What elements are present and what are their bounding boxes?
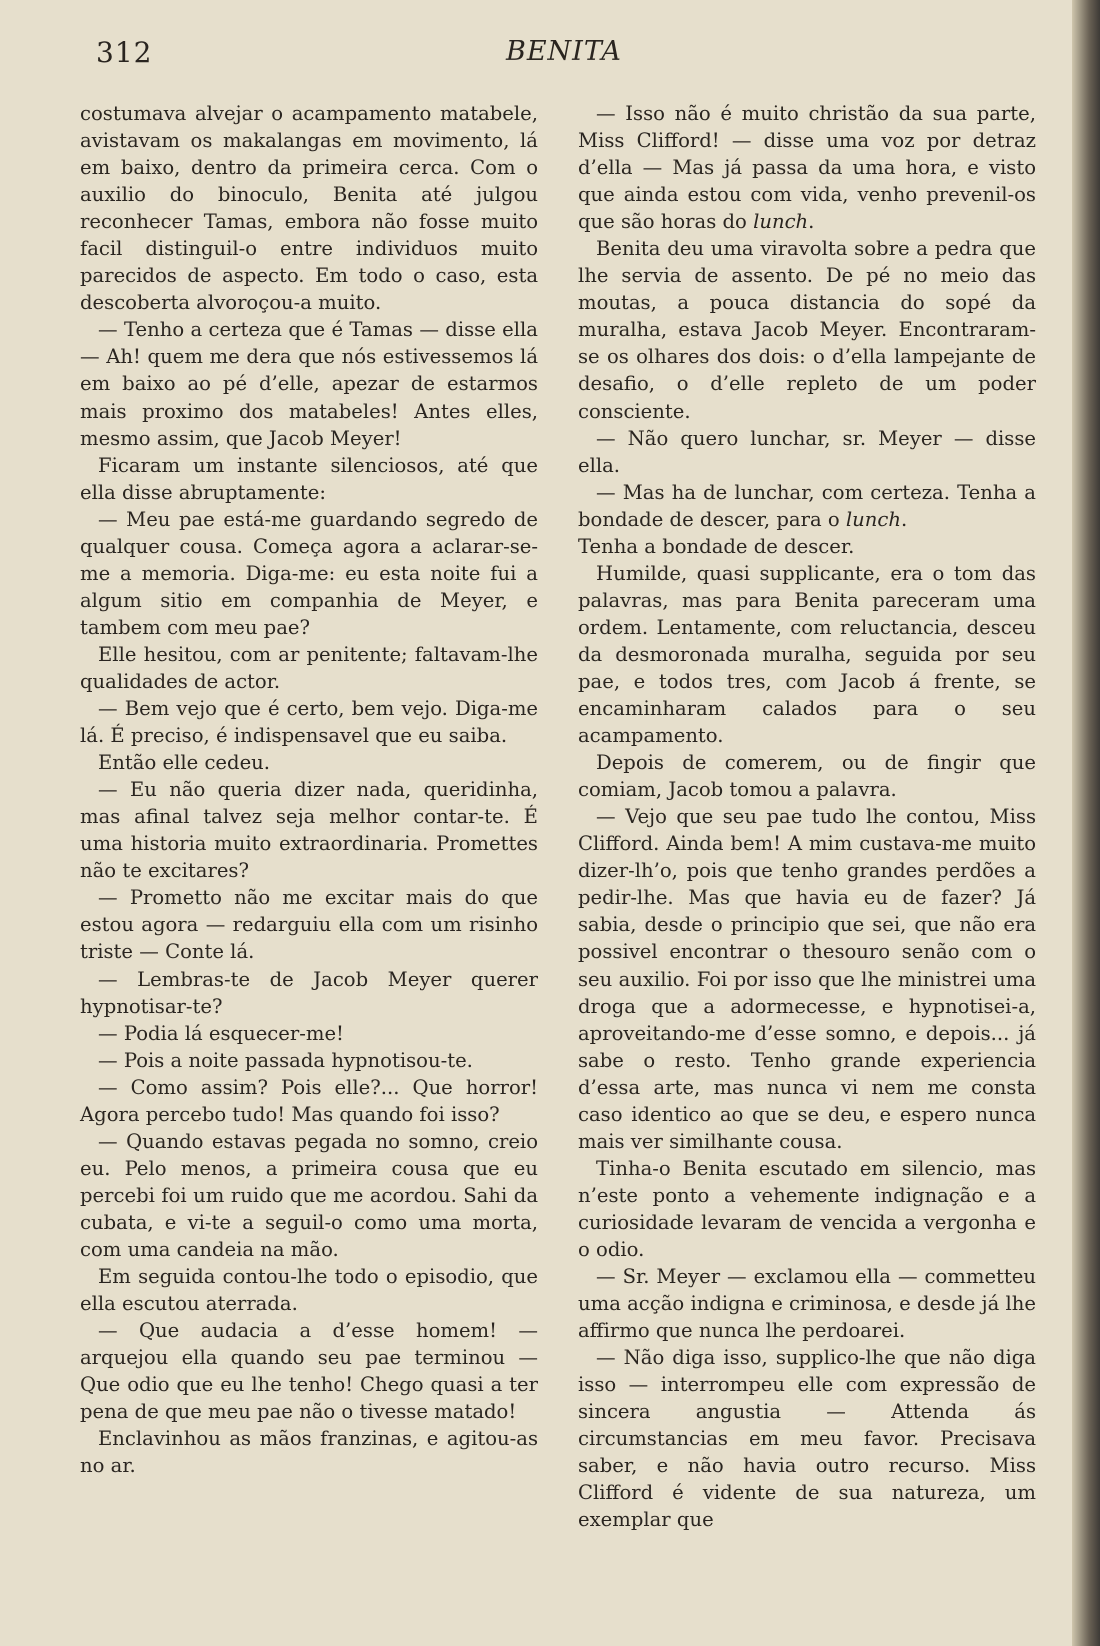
paragraph-text: — Quando estavas pegada no somno, creio eu. Pelo menos, a primeira cousa que eu percebi foi um ruido que me acordou. Sahi da cubata, e vi-te a seguil-o como uma morta, com uma candeia na mão.: [80, 1129, 538, 1261]
paragraph-text: — Lembras-te de Jacob Meyer querer hypnotisar-te?: [80, 967, 538, 1018]
paragraph-text: Enclavinhou as mãos franzinas, e agitou-as no ar.: [80, 1427, 538, 1478]
paragraph-text: Tenha a bondade de descer.: [578, 534, 855, 558]
paragraph: [578, 100, 1036, 235]
paragraph-text: Ficaram um instante silenciosos, até que ella disse abruptamente:: [80, 453, 538, 504]
paragraph: [80, 695, 538, 749]
paragraph-text: Humilde, quasi supplicante, era o tom das palavras, mas para Benita pareceram uma ordem. Lentamente, com reluctancia, desceu da desmoronada muralha, seguida por seu pae, e todos tres, com Jacob á frente, se encaminharam calados para o seu acampamento.: [578, 561, 1036, 748]
right-text-column: [578, 100, 1036, 1533]
paragraph: [578, 560, 1036, 749]
paragraph: [80, 749, 538, 776]
paragraph-text: costumava alvejar o acampamento matabele, avistavam os makalangas em movimento, lá em baixo, dentro da primeira cerca. Com o auxilio do binoculo, Benita até julgou reconhecer Tamas, embora não fosse muito facil distinguil-o entre individuos muito parecidos de aspecto. Em todo o caso, esta descoberta alvoroçou-a muito.: [80, 102, 538, 315]
paragraph: [80, 1074, 538, 1128]
page-number: 312: [96, 36, 153, 69]
paragraph-text-tail: .: [808, 210, 815, 234]
paragraph-text: — Não quero lunchar, sr. Meyer — disse ella.: [578, 426, 1036, 477]
running-title: BENITA: [506, 36, 622, 67]
page-edge-shadow: [1072, 0, 1100, 1646]
paragraph-text: — Mas ha de lunchar, com certeza. Tenha a bondade de descer, para o: [578, 480, 1036, 531]
paragraph: [578, 1263, 1036, 1344]
paragraph: [578, 749, 1036, 803]
paragraph: [578, 1155, 1036, 1263]
paragraph-text: Então elle cedeu.: [98, 751, 271, 775]
paragraph: [578, 803, 1036, 1155]
paragraph-text: — Bem vejo que é certo, bem vejo. Diga-me lá. É preciso, é indispensavel que eu saiba.: [80, 697, 538, 748]
page-header: [96, 36, 1096, 76]
paragraph: [578, 425, 1036, 479]
paragraph-text: — Que audacia a d’esse homem! — arquejou ella quando seu pae terminou — Que odio que eu lhe tenho! Chego quasi a ter pena de que meu pae não o tivesse matado!: [80, 1319, 538, 1424]
paragraph-text: — Sr. Meyer — exclamou ella — commetteu uma acção indigna e criminosa, e desde já lhe affirmo que nunca lhe perdoarei.: [578, 1265, 1036, 1343]
paragraph-text: — Podia lá esquecer-me!: [98, 1021, 344, 1045]
paragraph: [578, 479, 1036, 533]
paragraph-text: — Como assim? Pois elle?... Que horror! Agora percebo tudo! Mas quando foi isso?: [80, 1075, 538, 1126]
paragraph: [578, 533, 1036, 560]
paragraph-text-tail: .: [900, 507, 908, 531]
paragraph: [80, 884, 538, 965]
paragraph-text: Tinha-o Benita escutado em silencio, mas n’este ponto a vehemente indignação e a curiosidade levaram de vencida a vergonha e o odio.: [578, 1156, 1036, 1261]
paragraph: [80, 316, 538, 451]
paragraph: [80, 1020, 538, 1047]
paragraph-text: — Não diga isso, supplico-lhe que não diga isso — interrompeu elle com expressão de sincera angustia — Attenda ás circumstancias em meu favor. Precisava saber, e não havia outro recurso. Miss Clifford é vidente de sua natureza, um exemplar que: [578, 1346, 1036, 1532]
paragraph-text: — Pois a noite passada hypnotisou-te.: [98, 1048, 473, 1072]
paragraph-text: — Vejo que seu pae tudo lhe contou, Miss Clifford. Ainda bem! A mim custava-me muito dizer-lh’o, pois que tenho grandes perdões a pedir-lhe. Mas que havia eu de fazer? Já sabia, desde o principio que sei, que não era possivel encontrar o thesouro senão com o seu auxilio. Foi por isso que lhe ministrei uma droga que a adormecesse, e hypnotisei-a, aproveitando-me d’esse somno, e depois... já sabe o resto. Tenho grande experiencia d’essa arte, mas nunca vi nem me consta caso identico ao que se deu, e espero nunca mais ver similhante cousa.: [578, 805, 1036, 1153]
paragraph-text: — Isso não é muito christão da sua parte, Miss Clifford! — disse uma voz por detraz d’ella — Mas já passa da uma hora, e visto que ainda estou com vida, venho prevenil-os que são horas do: [578, 102, 1036, 234]
paragraph: [80, 100, 538, 316]
paragraph: [80, 641, 538, 695]
paragraph: [80, 1128, 538, 1263]
paragraph: [578, 1344, 1036, 1533]
paragraph: [80, 506, 538, 641]
paragraph: [80, 1425, 538, 1479]
paragraph-text: — Prometto não me excitar mais do que estou agora — redarguiu ella com um risinho triste — Conte lá.: [80, 886, 538, 964]
paragraph: [578, 235, 1036, 424]
paragraph-text: — Meu pae está-me guardando segredo de qualquer cousa. Começa agora a aclarar-se-me a memoria. Diga-me: eu esta noite fui a algum sitio em companhia de Meyer, e tambem com meu pae?: [80, 507, 538, 639]
paragraph-text: Elle hesitou, com ar penitente; faltavam-lhe qualidades de actor.: [80, 642, 538, 693]
paragraph: [80, 1263, 538, 1317]
paragraph: [80, 776, 538, 884]
paragraph: [80, 1047, 538, 1074]
paragraph: [80, 966, 538, 1020]
paragraph-text: Benita deu uma viravolta sobre a pedra que lhe servia de assento. De pé no meio das moutas, a pouca distancia do sopé da muralha, estava Jacob Meyer. Encontraram-se os olhares dos dois: o d’ella lampejante de desafio, o d’elle repleto de um poder consciente.: [578, 237, 1036, 423]
paragraph-text: — Tenho a certeza que é Tamas — disse ella — Ah! quem me dera que nós estivessemos lá em baixo ao pé d’elle, apezar de estarmos mais proximo dos matabeles! Antes elles, mesmo assim, que Jacob Meyer!: [80, 318, 538, 450]
italic-word: lunch: [845, 507, 901, 531]
left-text-column: [80, 100, 538, 1479]
paragraph-text: — Eu não queria dizer nada, queridinha, mas afinal talvez seja melhor contar-te. É uma historia muito extraordinaria. Promettes não te excitares?: [80, 778, 538, 883]
paragraph-text: Depois de comerem, ou de fingir que comiam, Jacob tomou a palavra.: [578, 751, 1036, 802]
paragraph-text: Em seguida contou-lhe todo o episodio, que ella escutou aterrada.: [80, 1265, 538, 1316]
italic-word: lunch: [753, 210, 809, 234]
paragraph: [80, 1317, 538, 1425]
paragraph: [80, 452, 538, 506]
